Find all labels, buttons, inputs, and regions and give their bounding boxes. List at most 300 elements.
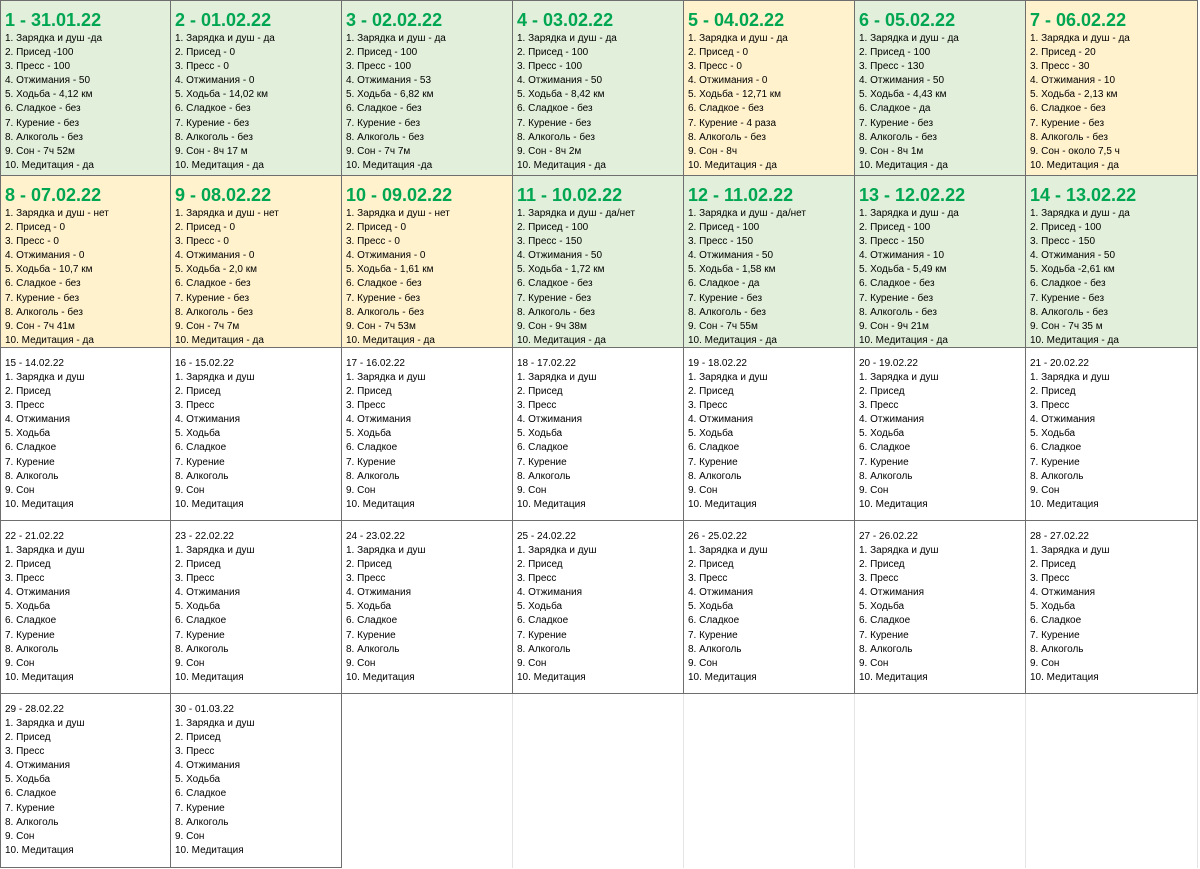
habit-line: 1. Зарядка и душ (859, 372, 939, 383)
habit-line: 3. Пресс - 150 (859, 236, 924, 248)
habit-line: 7. Курение - без (688, 292, 763, 304)
habit-line: 10. Медитация - да (5, 334, 94, 346)
habit-line: 8. Алкоголь - без (5, 306, 83, 318)
habit-line: 2. Присед (859, 386, 905, 398)
habit-line: 9. Сон (1030, 484, 1060, 496)
day-title: 17 - 16.02.22 (346, 358, 405, 369)
habit-line: 1. Зарядка и душ - да (517, 33, 617, 44)
habit-line: 6. Сладкое - без (688, 103, 764, 115)
habit-line: 7. Курение - без (175, 292, 250, 304)
habit-line: 3. Пресс - 130 (859, 61, 924, 73)
habit-line: 9. Сон (346, 484, 376, 496)
habit-line: 8. Алкоголь (859, 643, 913, 655)
habit-line: 10. Медитация - да (5, 159, 94, 171)
habit-line: 3. Пресс (346, 400, 386, 412)
habit-line: 8. Алкоголь (5, 470, 59, 482)
habit-line: 4. Отжимания - 50 (859, 75, 945, 87)
habit-line: 6. Сладкое (859, 442, 911, 454)
habit-line: 2. Присед - 0 (5, 222, 66, 234)
habit-line: 2. Присед (688, 386, 734, 398)
day-cell[interactable] (342, 521, 513, 694)
habit-line: 6. Сладкое - без (517, 278, 593, 290)
day-title: 15 - 14.02.22 (5, 358, 64, 369)
habit-line: 8. Алкоголь - без (517, 131, 595, 143)
habit-line: 7. Курение (688, 629, 738, 641)
habit-line: 10. Медитация (517, 671, 586, 683)
habit-line: 1. Зарядка и душ (1030, 545, 1110, 556)
habit-line: 4. Отжимания - 0 (346, 250, 426, 262)
habit-line: 2. Присед (175, 732, 221, 744)
empty-cell[interactable] (1026, 694, 1198, 868)
habit-line: 5. Ходьба - 2,13 км (1030, 89, 1118, 101)
habit-line: 5. Ходьба - 1,61 км (346, 264, 434, 276)
habit-line: 2. Присед (346, 559, 392, 571)
habit-line: 6. Сладкое (175, 442, 227, 454)
day-cell[interactable] (342, 176, 513, 348)
habit-line: 6. Сладкое (1030, 615, 1082, 627)
empty-cell[interactable] (855, 694, 1026, 868)
habit-line: 9. Сон - 8ч (688, 145, 738, 157)
habit-line: 9. Сон (688, 484, 718, 496)
habit-line: 8. Алкоголь - без (1030, 131, 1108, 143)
habit-line: 2. Присед - 100 (517, 222, 589, 234)
habit-line: 8. Алкоголь (1030, 470, 1084, 482)
habit-line: 10. Медитация - да (346, 334, 435, 346)
habit-line: 7. Курение (346, 456, 396, 468)
habit-line: 10. Медитация - да (517, 334, 606, 346)
habit-line: 5. Ходьба - 4,43 км (859, 89, 947, 101)
day-cell[interactable] (684, 176, 855, 348)
habit-line: 8. Алкоголь - без (688, 306, 766, 318)
habit-line: 10. Медитация (5, 671, 74, 683)
habit-line: 8. Алкоголь - без (688, 131, 766, 143)
habit-line: 2. Присед - 0 (175, 222, 236, 234)
habit-line: 2. Присед - 0 (688, 47, 749, 59)
habit-line: 3. Пресс (517, 400, 557, 412)
habit-line: 7. Курение (175, 802, 225, 814)
habit-line: 4. Отжимания (175, 587, 241, 599)
habit-line: 3. Пресс (1030, 400, 1070, 412)
habit-line: 1. Зарядка и душ - да (859, 208, 959, 219)
day-title: 29 - 28.02.22 (5, 704, 64, 715)
day-cell[interactable] (0, 521, 171, 694)
habit-line: 10. Медитация (346, 671, 415, 683)
habit-line: 4. Отжимания (346, 587, 412, 599)
day-title: 27 - 26.02.22 (859, 531, 918, 542)
habit-line: 6. Сладкое - да (859, 103, 931, 115)
habit-line: 5. Ходьба (5, 428, 51, 440)
habit-line: 5. Ходьба (5, 601, 51, 613)
habit-line: 3. Пресс (1030, 573, 1070, 585)
habit-line: 10. Медитация (5, 844, 74, 856)
habit-line: 2. Присед - 100 (517, 47, 589, 59)
habit-line: 6. Сладкое (688, 442, 740, 454)
habit-line: 3. Пресс (5, 400, 45, 412)
habit-line: 3. Пресс - 0 (175, 61, 229, 73)
empty-cell[interactable] (513, 694, 684, 868)
habit-line: 3. Пресс - 150 (517, 236, 582, 248)
empty-cell[interactable] (342, 694, 513, 868)
habit-line: 5. Ходьба (688, 428, 734, 440)
habit-line: 5. Ходьба - 1,58 км (688, 264, 776, 276)
habit-line: 6. Сладкое - без (5, 278, 81, 290)
day-title: 11 - 10.02.22 (517, 185, 623, 205)
habit-line: 5. Ходьба (175, 428, 221, 440)
habit-line: 9. Сон (346, 657, 376, 669)
habit-line: 5. Ходьба - 6,82 км (346, 89, 434, 101)
habit-line: 1. Зарядка и душ - да (688, 33, 788, 44)
habit-line: 10. Медитация - да (859, 334, 948, 346)
habit-line: 10. Медитация (859, 671, 928, 683)
habit-line: 3. Пресс - 150 (688, 236, 753, 248)
habit-line: 10. Медитация (688, 671, 757, 683)
habit-line: 10. Медитация - да (688, 159, 777, 171)
habit-line: 3. Пресс (517, 573, 557, 585)
day-title: 19 - 18.02.22 (688, 358, 747, 369)
habit-line: 5. Ходьба -2,61 км (1030, 264, 1115, 276)
habit-line: 6. Сладкое - без (5, 103, 81, 115)
habit-line: 1. Зарядка и душ - да (859, 33, 959, 44)
habit-line: 1. Зарядка и душ (688, 372, 768, 383)
habit-line: 3. Пресс (688, 400, 728, 412)
day-cell[interactable] (0, 348, 171, 521)
habit-line: 1. Зарядка и душ - да (175, 33, 275, 44)
habit-line: 5. Ходьба (346, 601, 392, 613)
day-cell[interactable] (684, 0, 855, 176)
habit-line: 6. Сладкое (688, 615, 740, 627)
habit-line: 7. Курение (1030, 456, 1080, 468)
habit-line: 3. Пресс (688, 573, 728, 585)
habit-line: 8. Алкоголь (688, 470, 742, 482)
day-title: 22 - 21.02.22 (5, 531, 64, 542)
day-cell[interactable] (1026, 348, 1198, 521)
habit-line: 9. Сон - около 7,5 ч (1030, 145, 1120, 157)
habit-line: 2. Присед (1030, 559, 1076, 571)
day-cell[interactable] (684, 348, 855, 521)
habit-line: 6. Сладкое (5, 615, 57, 627)
habit-line: 4. Отжимания (5, 414, 71, 426)
habit-line: 2. Присед (346, 386, 392, 398)
habit-line: 4. Отжимания - 0 (175, 250, 255, 262)
day-cell[interactable] (342, 0, 513, 176)
habit-line: 4. Отжимания (346, 414, 412, 426)
habit-line: 6. Сладкое (5, 442, 57, 454)
habit-line: 2. Присед (5, 386, 51, 398)
habit-line: 8. Алкоголь (1030, 643, 1084, 655)
habit-line: 1. Зарядка и душ - да (1030, 33, 1130, 44)
habit-line: 3. Пресс (5, 746, 45, 758)
habit-line: 8. Алкоголь (175, 816, 229, 828)
habit-line: 5. Ходьба (5, 774, 51, 786)
day-title: 26 - 25.02.22 (688, 531, 747, 542)
habit-line: 7. Курение - без (859, 117, 934, 129)
habit-line: 9. Сон - 8ч 17 м (175, 145, 248, 157)
habit-line: 6. Сладкое (859, 615, 911, 627)
day-cell[interactable] (855, 176, 1026, 348)
habit-line: 10. Медитация (517, 498, 586, 510)
habit-line: 8. Алкоголь - без (346, 131, 424, 143)
habit-line: 9. Сон (175, 484, 205, 496)
habit-line: 9. Сон - 7ч 7м (175, 320, 240, 332)
habit-line: 8. Алкоголь - без (175, 131, 253, 143)
empty-cell[interactable] (684, 694, 855, 868)
day-title: 21 - 20.02.22 (1030, 358, 1089, 369)
habit-line: 9. Сон (5, 484, 35, 496)
day-title: 16 - 15.02.22 (175, 358, 234, 369)
habit-line: 4. Отжимания (1030, 587, 1096, 599)
habit-line: 2. Присед - 20 (1030, 47, 1096, 59)
habit-line: 9. Сон (859, 484, 889, 496)
habit-line: 5. Ходьба (346, 428, 392, 440)
habit-line: 4. Отжимания (5, 760, 71, 772)
day-title: 20 - 19.02.22 (859, 358, 918, 369)
habit-line: 1. Зарядка и душ - да/нет (517, 208, 635, 219)
habit-line: 1. Зарядка и душ (859, 545, 939, 556)
habit-line: 6. Сладкое (517, 442, 569, 454)
habit-line: 1. Зарядка и душ - нет (346, 208, 450, 219)
habit-line: 5. Ходьба (517, 428, 563, 440)
habit-line: 4. Отжимания - 50 (5, 75, 91, 87)
habit-line: 10. Медитация - да (175, 334, 264, 346)
habit-line: 3. Пресс (859, 573, 899, 585)
habit-line: 9. Сон (517, 484, 547, 496)
habit-line: 5. Ходьба - 10,7 км (5, 264, 93, 276)
day-cell[interactable] (513, 348, 684, 521)
day-cell[interactable] (513, 176, 684, 348)
habit-line: 2. Присед (859, 559, 905, 571)
habit-line: 3. Пресс - 30 (1030, 61, 1090, 73)
habit-line: 2. Присед (688, 559, 734, 571)
habit-line: 10. Медитация (175, 844, 244, 856)
day-cell[interactable] (855, 0, 1026, 176)
day-title: 8 - 07.02.22 (5, 185, 102, 205)
habit-line: 6. Сладкое (1030, 442, 1082, 454)
habit-line: 7. Курение - без (517, 292, 592, 304)
habit-line: 9. Сон (517, 657, 547, 669)
day-cell[interactable] (171, 176, 342, 348)
habit-line: 6. Сладкое - без (859, 278, 935, 290)
habit-line: 1. Зарядка и душ (517, 372, 597, 383)
habit-line: 3. Пресс - 100 (346, 61, 411, 73)
habit-line: 1. Зарядка и душ - да (346, 33, 446, 44)
day-cell[interactable] (1026, 176, 1198, 348)
habit-line: 8. Алкоголь - без (859, 131, 937, 143)
habit-line: 9. Сон (1030, 657, 1060, 669)
day-cell[interactable] (342, 348, 513, 521)
habit-line: 3. Пресс - 100 (517, 61, 582, 73)
habit-line: 4. Отжимания - 50 (517, 75, 603, 87)
habit-line: 10. Медитация - да (175, 159, 264, 171)
day-title: 1 - 31.01.22 (5, 10, 102, 30)
habit-line: 2. Присед (517, 386, 563, 398)
day-title: 10 - 09.02.22 (346, 185, 453, 205)
habit-line: 1. Зарядка и душ (5, 545, 85, 556)
habit-line: 8. Алкоголь - без (1030, 306, 1108, 318)
day-cell[interactable] (171, 521, 342, 694)
habit-line: 9. Сон - 8ч 2м (517, 145, 582, 157)
habit-line: 4. Отжимания (688, 414, 754, 426)
habit-line: 7. Курение - без (346, 292, 421, 304)
habit-line: 7. Курение (517, 456, 567, 468)
habit-line: 10. Медитация (175, 498, 244, 510)
habit-line: 10. Медитация (688, 498, 757, 510)
habit-line: 8. Алкоголь (859, 470, 913, 482)
habit-line: 5. Ходьба - 5,49 км (859, 264, 947, 276)
habit-line: 3. Пресс (175, 746, 215, 758)
day-title: 25 - 24.02.22 (517, 531, 576, 542)
day-cell[interactable] (171, 0, 342, 176)
habit-line: 5. Ходьба (859, 601, 905, 613)
habit-line: 4. Отжимания - 53 (346, 75, 432, 87)
habit-line: 2. Присед - 100 (859, 222, 931, 234)
day-title: 12 - 11.02.22 (688, 185, 794, 205)
habit-line: 9. Сон - 7ч 55м (688, 320, 758, 332)
habit-line: 3. Пресс (346, 573, 386, 585)
day-title: 5 - 04.02.22 (688, 10, 785, 30)
day-cell[interactable] (513, 521, 684, 694)
day-cell[interactable] (0, 694, 171, 868)
habit-line: 1. Зарядка и душ - нет (5, 208, 109, 219)
habit-line: 10. Медитация -да (346, 159, 433, 171)
habit-line: 7. Курение (1030, 629, 1080, 641)
habit-line: 8. Алкоголь (688, 643, 742, 655)
habit-line: 2. Присед - 100 (859, 47, 931, 59)
day-cell[interactable] (513, 0, 684, 176)
habit-line: 10. Медитация - да (1030, 334, 1119, 346)
habit-line: 5. Ходьба (1030, 428, 1076, 440)
habit-line: 5. Ходьба - 14,02 км (175, 89, 269, 101)
habit-line: 9. Сон (859, 657, 889, 669)
habit-line: 3. Пресс - 0 (175, 236, 229, 248)
habit-line: 2. Присед - 0 (175, 47, 236, 59)
habit-line: 2. Присед -100 (5, 47, 74, 59)
habit-line: 4. Отжимания (517, 587, 583, 599)
habit-line: 3. Пресс - 0 (688, 61, 742, 73)
day-title: 9 - 08.02.22 (175, 185, 272, 205)
habit-line: 2. Присед - 0 (346, 222, 407, 234)
habit-line: 8. Алкоголь (517, 643, 571, 655)
habit-line: 9. Сон - 9ч 21м (859, 320, 929, 332)
day-cell[interactable] (0, 176, 171, 348)
habit-line: 3. Пресс (175, 400, 215, 412)
habit-line: 8. Алкоголь (517, 470, 571, 482)
habit-line: 8. Алкоголь (5, 643, 59, 655)
day-cell[interactable] (1026, 521, 1198, 694)
habit-line: 4. Отжимания - 10 (859, 250, 945, 262)
day-title: 3 - 02.02.22 (346, 10, 443, 30)
habit-line: 1. Зарядка и душ (175, 718, 255, 729)
day-title: 18 - 17.02.22 (517, 358, 576, 369)
day-title: 24 - 23.02.22 (346, 531, 405, 542)
habit-line: 6. Сладкое (175, 788, 227, 800)
habit-line: 6. Сладкое - без (1030, 278, 1106, 290)
habit-line: 6. Сладкое - да (688, 278, 760, 290)
habit-line: 2. Присед (175, 559, 221, 571)
habit-line: 4. Отжимания - 50 (517, 250, 603, 262)
habit-line: 10. Медитация - да (688, 334, 777, 346)
habit-line: 3. Пресс (859, 400, 899, 412)
day-title: 2 - 01.02.22 (175, 10, 272, 30)
day-cell[interactable] (0, 0, 171, 176)
habit-line: 8. Алкоголь - без (5, 131, 83, 143)
habit-line: 3. Пресс - 150 (1030, 236, 1095, 248)
habit-line: 9. Сон (5, 657, 35, 669)
habit-line: 1. Зарядка и душ (175, 372, 255, 383)
day-cell[interactable] (684, 521, 855, 694)
habit-line: 7. Курение (5, 456, 55, 468)
habit-line: 8. Алкоголь - без (175, 306, 253, 318)
day-cell[interactable] (855, 521, 1026, 694)
habit-line: 7. Курение - без (1030, 117, 1105, 129)
habit-line: 3. Пресс - 0 (5, 236, 59, 248)
habit-line: 9. Сон - 7ч 35 м (1030, 320, 1103, 332)
habit-line: 1. Зарядка и душ - да (1030, 208, 1130, 219)
habit-line: 7. Курение - без (346, 117, 421, 129)
habit-line: 8. Алкоголь (346, 470, 400, 482)
habit-line: 7. Курение (859, 629, 909, 641)
habit-line: 3. Пресс - 100 (5, 61, 70, 73)
habit-line: 4. Отжимания (688, 587, 754, 599)
habit-line: 5. Ходьба - 12,71 км (688, 89, 782, 101)
habit-line: 4. Отжимания (859, 414, 925, 426)
habit-line: 4. Отжимания (175, 760, 241, 772)
habit-line: 1. Зарядка и душ -да (5, 33, 103, 44)
habit-line: 2. Присед (1030, 386, 1076, 398)
day-cell[interactable] (171, 694, 342, 868)
habit-line: 2. Присед (5, 559, 51, 571)
day-cell[interactable] (855, 348, 1026, 521)
habit-line: 6. Сладкое (517, 615, 569, 627)
habit-line: 2. Присед (5, 732, 51, 744)
day-title: 6 - 05.02.22 (859, 10, 956, 30)
day-cell[interactable] (1026, 0, 1198, 176)
habit-line: 4. Отжимания - 0 (175, 75, 255, 87)
habit-line: 8. Алкоголь - без (517, 306, 595, 318)
habit-line: 7. Курение (859, 456, 909, 468)
habit-line: 3. Пресс (175, 573, 215, 585)
habit-line: 5. Ходьба - 1,72 км (517, 264, 605, 276)
day-title: 28 - 27.02.22 (1030, 531, 1089, 542)
day-title: 4 - 03.02.22 (517, 10, 614, 30)
habit-line: 9. Сон - 7ч 52м (5, 145, 75, 157)
habit-line: 7. Курение - без (5, 292, 80, 304)
day-cell[interactable] (171, 348, 342, 521)
habit-line: 4. Отжимания (5, 587, 71, 599)
habit-line: 9. Сон (175, 830, 205, 842)
habit-line: 10. Медитация (346, 498, 415, 510)
habit-line: 10. Медитация - да (517, 159, 606, 171)
habit-line: 6. Сладкое - без (517, 103, 593, 115)
habit-line: 8. Алкоголь - без (346, 306, 424, 318)
habit-line: 9. Сон (175, 657, 205, 669)
habit-line: 5. Ходьба (175, 601, 221, 613)
habit-line: 6. Сладкое - без (346, 278, 422, 290)
habit-line: 4. Отжимания - 10 (1030, 75, 1116, 87)
habit-line: 2. Присед - 100 (688, 222, 760, 234)
habit-line: 1. Зарядка и душ (346, 545, 426, 556)
habit-line: 8. Алкоголь (175, 470, 229, 482)
habit-line: 8. Алкоголь - без (859, 306, 937, 318)
day-title: 13 - 12.02.22 (859, 185, 966, 205)
habit-line: 5. Ходьба - 2,0 км (175, 264, 257, 276)
habit-line: 6. Сладкое (5, 788, 57, 800)
habit-line: 7. Курение (688, 456, 738, 468)
habit-line: 7. Курение - без (1030, 292, 1105, 304)
habit-line: 10. Медитация (859, 498, 928, 510)
habit-line: 6. Сладкое (175, 615, 227, 627)
habit-line: 2. Присед - 100 (346, 47, 418, 59)
habit-line: 9. Сон - 8ч 1м (859, 145, 924, 157)
